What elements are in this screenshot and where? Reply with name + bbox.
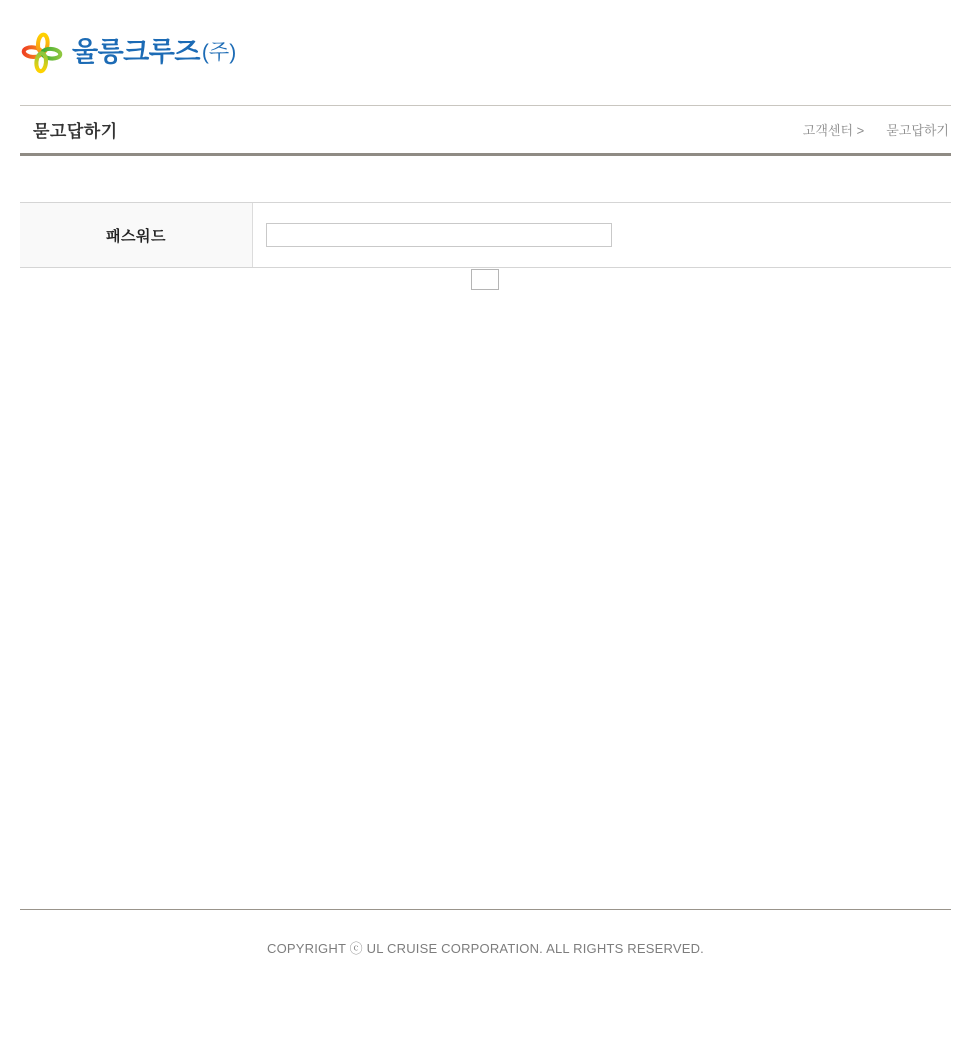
logo-pinwheel-icon bbox=[20, 28, 64, 76]
breadcrumb-parent-link[interactable]: 고객센터 > bbox=[802, 123, 865, 138]
logo-text: 울릉크루즈 bbox=[72, 36, 200, 67]
password-label: 패스워드 bbox=[20, 203, 253, 267]
password-board bbox=[20, 202, 951, 268]
page-title: 묻고답하기 bbox=[33, 122, 118, 141]
password-field-cell bbox=[253, 203, 951, 267]
page-title-bar bbox=[20, 105, 951, 156]
site-footer bbox=[20, 909, 951, 958]
site-header bbox=[20, 28, 236, 76]
logo-suffix: (주) bbox=[201, 40, 237, 64]
breadcrumb bbox=[803, 120, 949, 139]
breadcrumb-current-link[interactable]: 묻고답하기 bbox=[886, 123, 949, 138]
company-logo-link[interactable] bbox=[20, 28, 236, 76]
copyright-text: COPYRIGHT ⓒ UL CRUISE CORPORATION. ALL RIGHTS RESERVED. bbox=[267, 941, 704, 956]
password-input[interactable] bbox=[266, 223, 612, 247]
password-row bbox=[20, 202, 951, 268]
confirm-button[interactable] bbox=[471, 269, 499, 290]
